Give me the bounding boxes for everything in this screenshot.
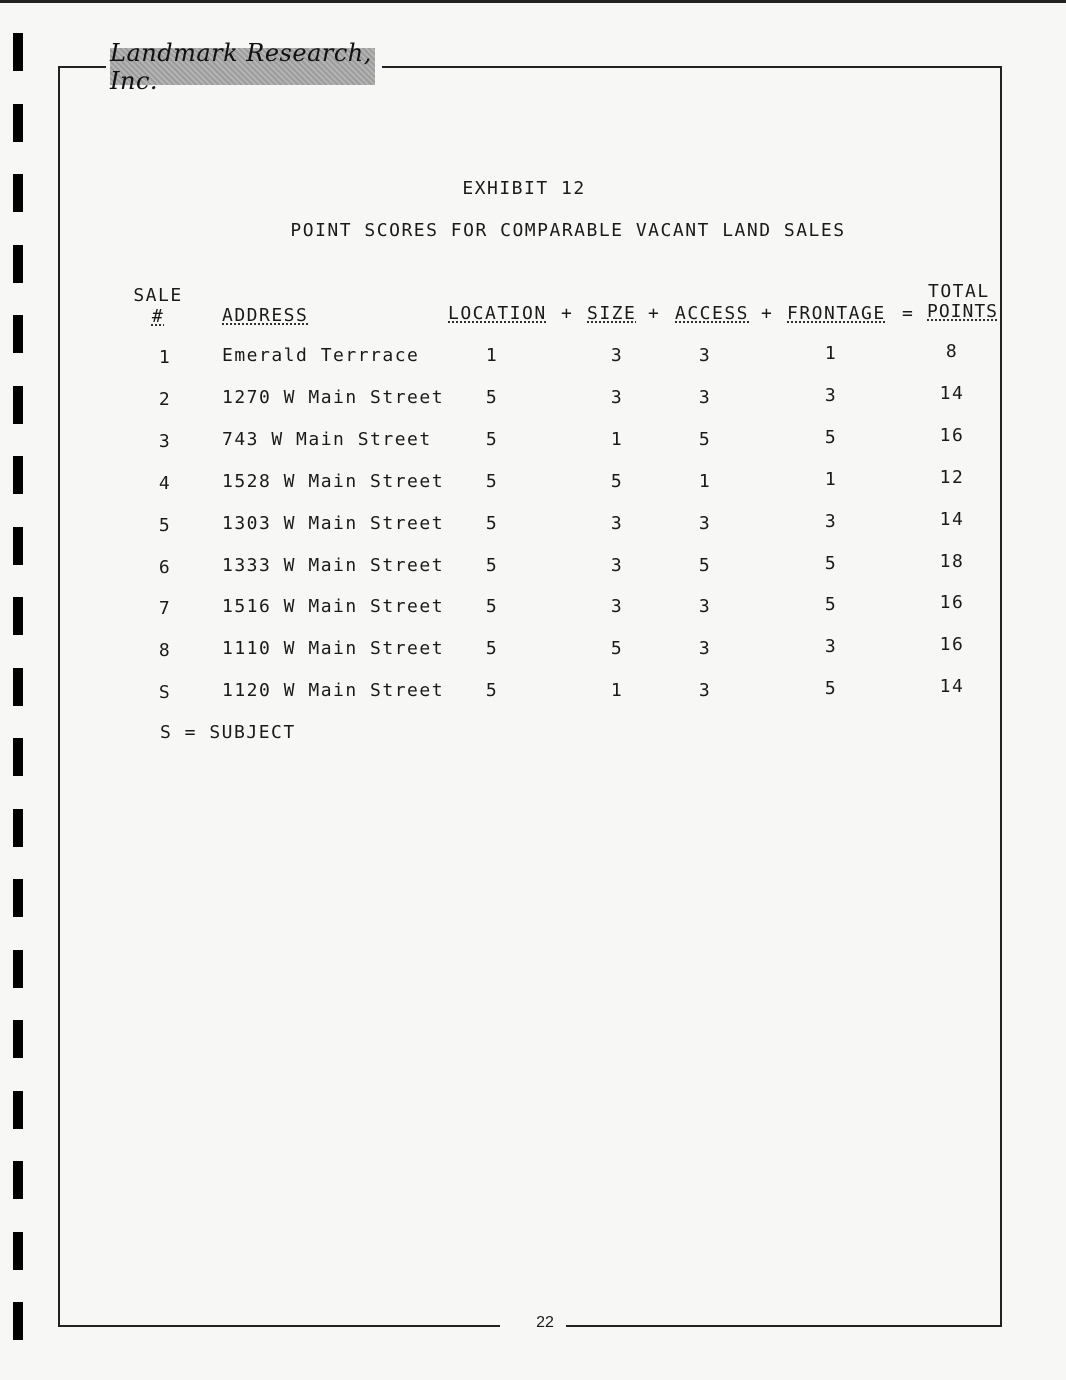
cell-frontage: 1 <box>824 343 838 364</box>
subject-footnote: S = SUBJECT <box>160 722 296 743</box>
page-frame-top <box>58 66 106 68</box>
page-frame-left <box>58 66 60 1326</box>
exhibit-title: POINT SCORES FOR COMPARABLE VACANT LAND SALES <box>290 220 846 241</box>
cell-sale: 2 <box>158 388 172 410</box>
cell-size: 5 <box>610 470 624 492</box>
punch-hole <box>13 950 23 988</box>
cell-frontage: 5 <box>824 552 838 574</box>
cell-access: 3 <box>698 345 712 366</box>
cell-frontage: 5 <box>824 426 838 448</box>
cell-address: 1270 W Main Street <box>222 386 445 408</box>
cell-access: 3 <box>698 596 712 618</box>
cell-total: 8 <box>945 341 959 362</box>
punch-hole <box>13 174 23 212</box>
cell-location: 5 <box>485 638 499 660</box>
cell-total: 16 <box>939 592 965 614</box>
cell-total: 18 <box>939 550 965 572</box>
punch-hole <box>13 879 23 917</box>
cell-location: 5 <box>485 596 499 618</box>
cell-location: 5 <box>485 512 499 534</box>
header-total: TOTAL <box>928 281 990 302</box>
cell-location: 5 <box>485 554 499 576</box>
cell-size: 3 <box>610 554 624 576</box>
cell-access: 3 <box>698 680 712 702</box>
cell-sale: 7 <box>158 598 172 620</box>
header-size: SIZE <box>587 303 637 324</box>
punch-hole <box>13 1302 23 1340</box>
cell-total: 14 <box>939 508 965 530</box>
cell-size: 5 <box>610 638 624 660</box>
cell-sale: 5 <box>158 514 172 536</box>
cell-access: 5 <box>698 428 712 450</box>
header-plus: + <box>761 303 774 324</box>
cell-total: 16 <box>939 634 965 656</box>
punch-hole <box>13 1232 23 1270</box>
cell-location: 5 <box>485 680 499 702</box>
cell-address: 1516 W Main Street <box>222 596 445 618</box>
cell-frontage: 5 <box>824 594 838 616</box>
punch-hole <box>13 456 23 494</box>
cell-sale: 4 <box>158 472 172 494</box>
cell-size: 1 <box>610 680 624 702</box>
cell-address: 1333 W Main Street <box>222 554 445 576</box>
cell-total: 14 <box>939 676 965 698</box>
cell-size: 3 <box>610 386 624 408</box>
punch-hole <box>13 1020 23 1058</box>
punch-hole <box>13 527 23 565</box>
header-total-points: POINTS <box>927 301 999 322</box>
page-frame-right <box>1000 66 1002 1326</box>
cell-size: 3 <box>610 512 624 534</box>
cell-address: 1303 W Main Street <box>222 512 445 534</box>
cell-address: Emerald Terrrace <box>222 345 420 366</box>
page-number: 22 <box>536 1314 554 1331</box>
punch-hole <box>13 668 23 706</box>
cell-location: 5 <box>485 386 499 408</box>
cell-address: 743 W Main Street <box>222 428 432 450</box>
cell-sale: 6 <box>158 556 172 578</box>
cell-location: 5 <box>485 470 499 492</box>
header-plus: + <box>648 303 661 324</box>
punch-hole <box>13 738 23 776</box>
page-frame-top <box>382 66 1002 68</box>
page-frame-bottom <box>566 1325 1002 1327</box>
punch-hole <box>13 315 23 353</box>
header-address: ADDRESS <box>222 305 309 326</box>
header-location: LOCATION <box>448 303 547 324</box>
punch-hole <box>13 809 23 847</box>
cell-size: 3 <box>610 596 624 618</box>
punch-hole <box>13 104 23 142</box>
punch-hole <box>13 386 23 424</box>
cell-frontage: 1 <box>824 468 838 490</box>
cell-frontage: 5 <box>824 678 838 700</box>
cell-access: 1 <box>698 470 712 492</box>
exhibit-label: EXHIBIT 12 <box>462 178 586 199</box>
header-sale: SALE <box>133 285 183 306</box>
cell-address: 1528 W Main Street <box>222 470 445 492</box>
cell-size: 3 <box>610 345 624 366</box>
punch-hole <box>13 1091 23 1129</box>
cell-frontage: 3 <box>824 636 838 658</box>
punch-hole <box>13 33 23 71</box>
cell-location: 5 <box>485 428 499 450</box>
cell-access: 5 <box>698 554 712 576</box>
punch-hole <box>13 1161 23 1199</box>
punch-hole <box>13 597 23 635</box>
company-logo <box>110 38 375 95</box>
top-edge-rule <box>0 0 1066 3</box>
header-sale-number: # <box>151 306 165 327</box>
cell-sale: 1 <box>158 347 172 368</box>
cell-total: 12 <box>939 466 965 488</box>
cell-address: 1120 W Main Street <box>222 680 445 702</box>
cell-sale: S <box>158 682 172 704</box>
logo-text: Landmark Research, Inc. <box>110 38 372 95</box>
cell-sale: 3 <box>158 430 172 452</box>
cell-access: 3 <box>698 638 712 660</box>
punch-hole <box>13 245 23 283</box>
cell-location: 1 <box>485 345 499 366</box>
cell-frontage: 3 <box>824 510 838 532</box>
cell-total: 14 <box>939 382 965 404</box>
page-frame-bottom <box>58 1325 500 1327</box>
header-frontage: FRONTAGE <box>787 303 886 324</box>
cell-access: 3 <box>698 512 712 534</box>
cell-size: 1 <box>610 428 624 450</box>
header-plus: + <box>561 303 574 324</box>
cell-total: 16 <box>939 424 965 446</box>
cell-sale: 8 <box>158 640 172 662</box>
cell-frontage: 3 <box>824 384 838 406</box>
cell-address: 1110 W Main Street <box>222 638 445 660</box>
header-equals: = <box>902 303 915 324</box>
header-access: ACCESS <box>675 303 750 324</box>
cell-access: 3 <box>698 386 712 408</box>
